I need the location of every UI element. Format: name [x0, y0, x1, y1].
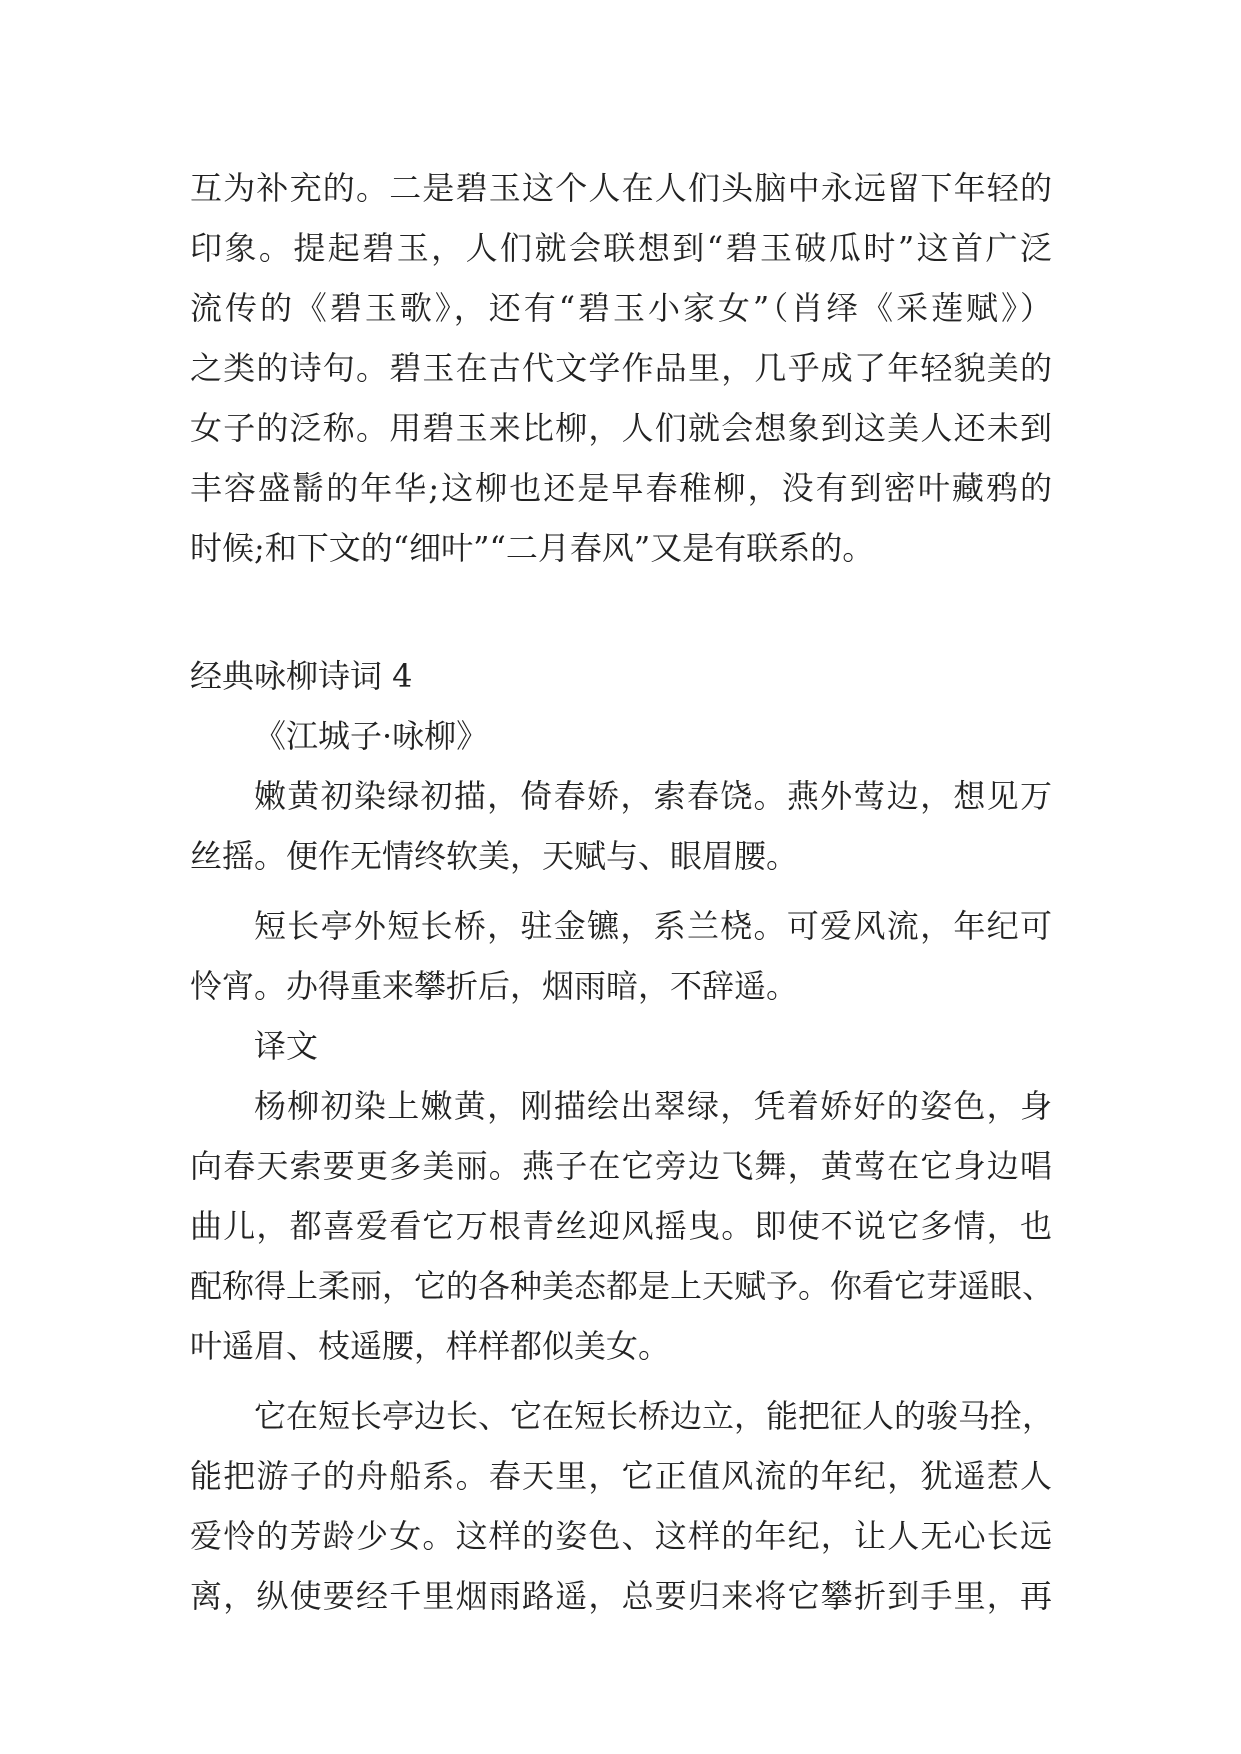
text-line: 之类的诗句。碧玉在古代文学作品里，几乎成了年轻貌美的 [190, 349, 1052, 387]
text-line: 叶遥眉、枝遥腰，样样都似美女。 [190, 1327, 671, 1365]
section-heading: 经典咏柳诗词 4 [190, 657, 413, 695]
text-line: 爱怜的芳龄少女。这样的姿色、这样的年纪，让人无心长远 [190, 1517, 1052, 1555]
page-content [190, 158, 1055, 1626]
text-line: 杨柳初染上嫩黄，刚描绘出翠绿，凭着娇好的姿色，身 [254, 1087, 1052, 1125]
paragraph-gap [190, 1376, 1052, 1386]
text-line: 互为补充的。二是碧玉这个人在人们头脑中永远留下年轻的 [190, 169, 1052, 207]
text-line: 短长亭外短长桥，驻金镳，系兰桡。可爱风流，年纪可 [254, 907, 1052, 945]
translation-paragraph-2 [190, 1386, 1055, 1626]
text-line: 印象。提起碧玉，人们就会联想到“碧玉破瓜时”这首广泛 [190, 229, 1052, 267]
text-line: 向春天索要更多美丽。燕子在它旁边飞舞，黄莺在它身边唱 [190, 1147, 1052, 1185]
text-line: 曲儿，都喜爱看它万根青丝迎风摇曳。即使不说它多情，也 [190, 1207, 1052, 1245]
text-line: 流传的《碧玉歌》，还有“碧玉小家女”（肖绎《采莲赋》） [190, 289, 1052, 327]
poem-stanza-1 [190, 766, 1052, 886]
translation-label: 译文 [254, 1027, 319, 1065]
text-line: 配称得上柔丽，它的各种美态都是上天赋予。你看它芽遥眼、 [190, 1267, 1055, 1305]
text-line: 丰容盛鬋的年华;这柳也还是早春稚柳，没有到密叶藏鸦的 [190, 469, 1052, 507]
text-line: 嫩黄初染绿初描，倚春娇，索春饶。燕外莺边，想见万 [254, 777, 1052, 815]
text-line: 丝摇。便作无情终软美，天赋与、眼眉腰。 [190, 837, 799, 875]
text-line: 能把游子的舟船系。春天里，它正值风流的年纪，犹遥惹人 [190, 1457, 1052, 1495]
text-line: 它在短长亭边长、它在短长桥边立，能把征人的骏马拴， [254, 1397, 1055, 1435]
translation-paragraph-1 [190, 1076, 1055, 1376]
poem-title: 《江城子·咏柳》 [254, 717, 489, 755]
text-line: 怜宵。办得重来攀折后，烟雨暗，不辞遥。 [190, 967, 799, 1005]
text-line: 离，纵使要经千里烟雨路遥，总要归来将它攀折到手里，再 [190, 1577, 1052, 1615]
text-line: 女子的泛称。用碧玉来比柳，人们就会想象到这美人还未到 [190, 409, 1052, 447]
intro-paragraph [190, 158, 1052, 578]
paragraph-gap [190, 886, 1052, 896]
poem-stanza-2 [190, 896, 1052, 1016]
section-gap [190, 578, 1052, 646]
text-line: 时候;和下文的“细叶”“二月春风”又是有联系的。 [190, 529, 875, 567]
